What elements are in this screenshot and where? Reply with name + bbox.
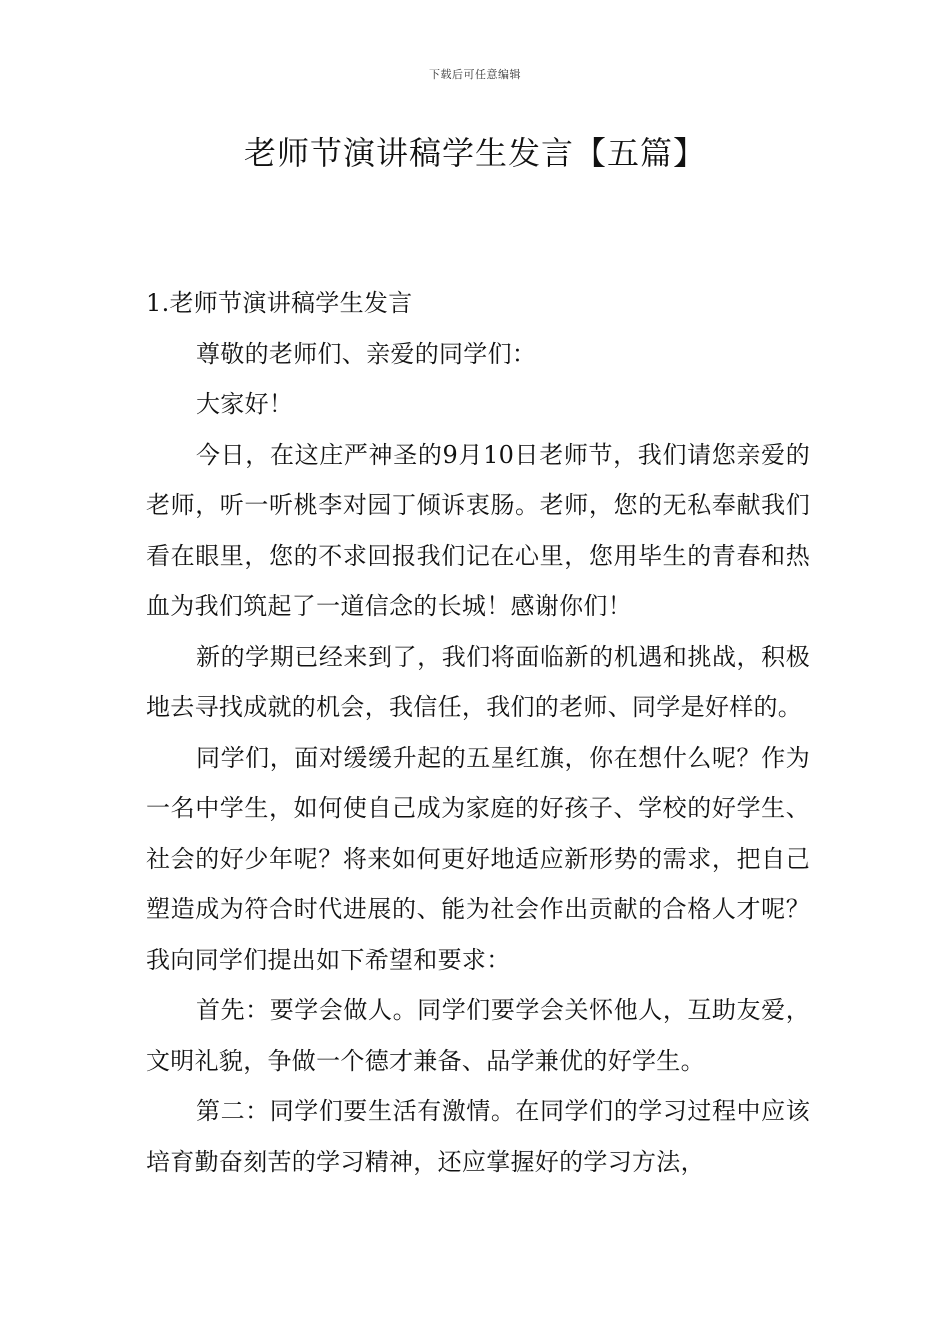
body-paragraph: 新的学期已经来到了，我们将面临新的机遇和挑战，积极地去寻找成就的机会，我信任，我们的老师、同学是好样的。: [146, 642, 810, 721]
header-note: 下载后可任意编辑: [429, 68, 521, 81]
body-paragraph: 首先：要学会做人。同学们要学会关怀他人，互助友爱，文明礼貌，争做一个德才兼备、品学兼优的好学生。: [146, 996, 810, 1075]
salutation-paragraph: 尊敬的老师们、亲爱的同学们：: [196, 339, 537, 368]
body-paragraph: 今日，在这庄严神圣的9月10日老师节，我们请您亲爱的老师，听一听桃李对园丁倾诉衷肠。老师，您的无私奉献我们看在眼里，您的不求回报我们记在心里，您用毕生的青春和热血为我们筑起了一道信念的长城！感谢你们！: [146, 440, 810, 620]
document-body: [146, 278, 810, 1187]
body-paragraph: 同学们，面对缓缓升起的五星红旗，你在想什么呢？作为一名中学生，如何使自己成为家庭的好孩子、学校的好学生、社会的好少年呢？将来如何更好地适应新形势的需求，把自己塑造成为符合时代进展的、能为社会作出贡献的合格人才呢？我向同学们提出如下希望和要求：: [146, 743, 810, 974]
body-paragraph: 第二：同学们要生活有激情。在同学们的学习过程中应该培育勤奋刻苦的学习精神，还应掌握好的学习方法，: [146, 1097, 810, 1176]
document-title: 老师节演讲稿学生发言【五篇】: [243, 134, 706, 172]
greeting-paragraph: 大家好！: [196, 390, 294, 418]
section-heading: 1.老师节演讲稿学生发言: [146, 289, 413, 317]
